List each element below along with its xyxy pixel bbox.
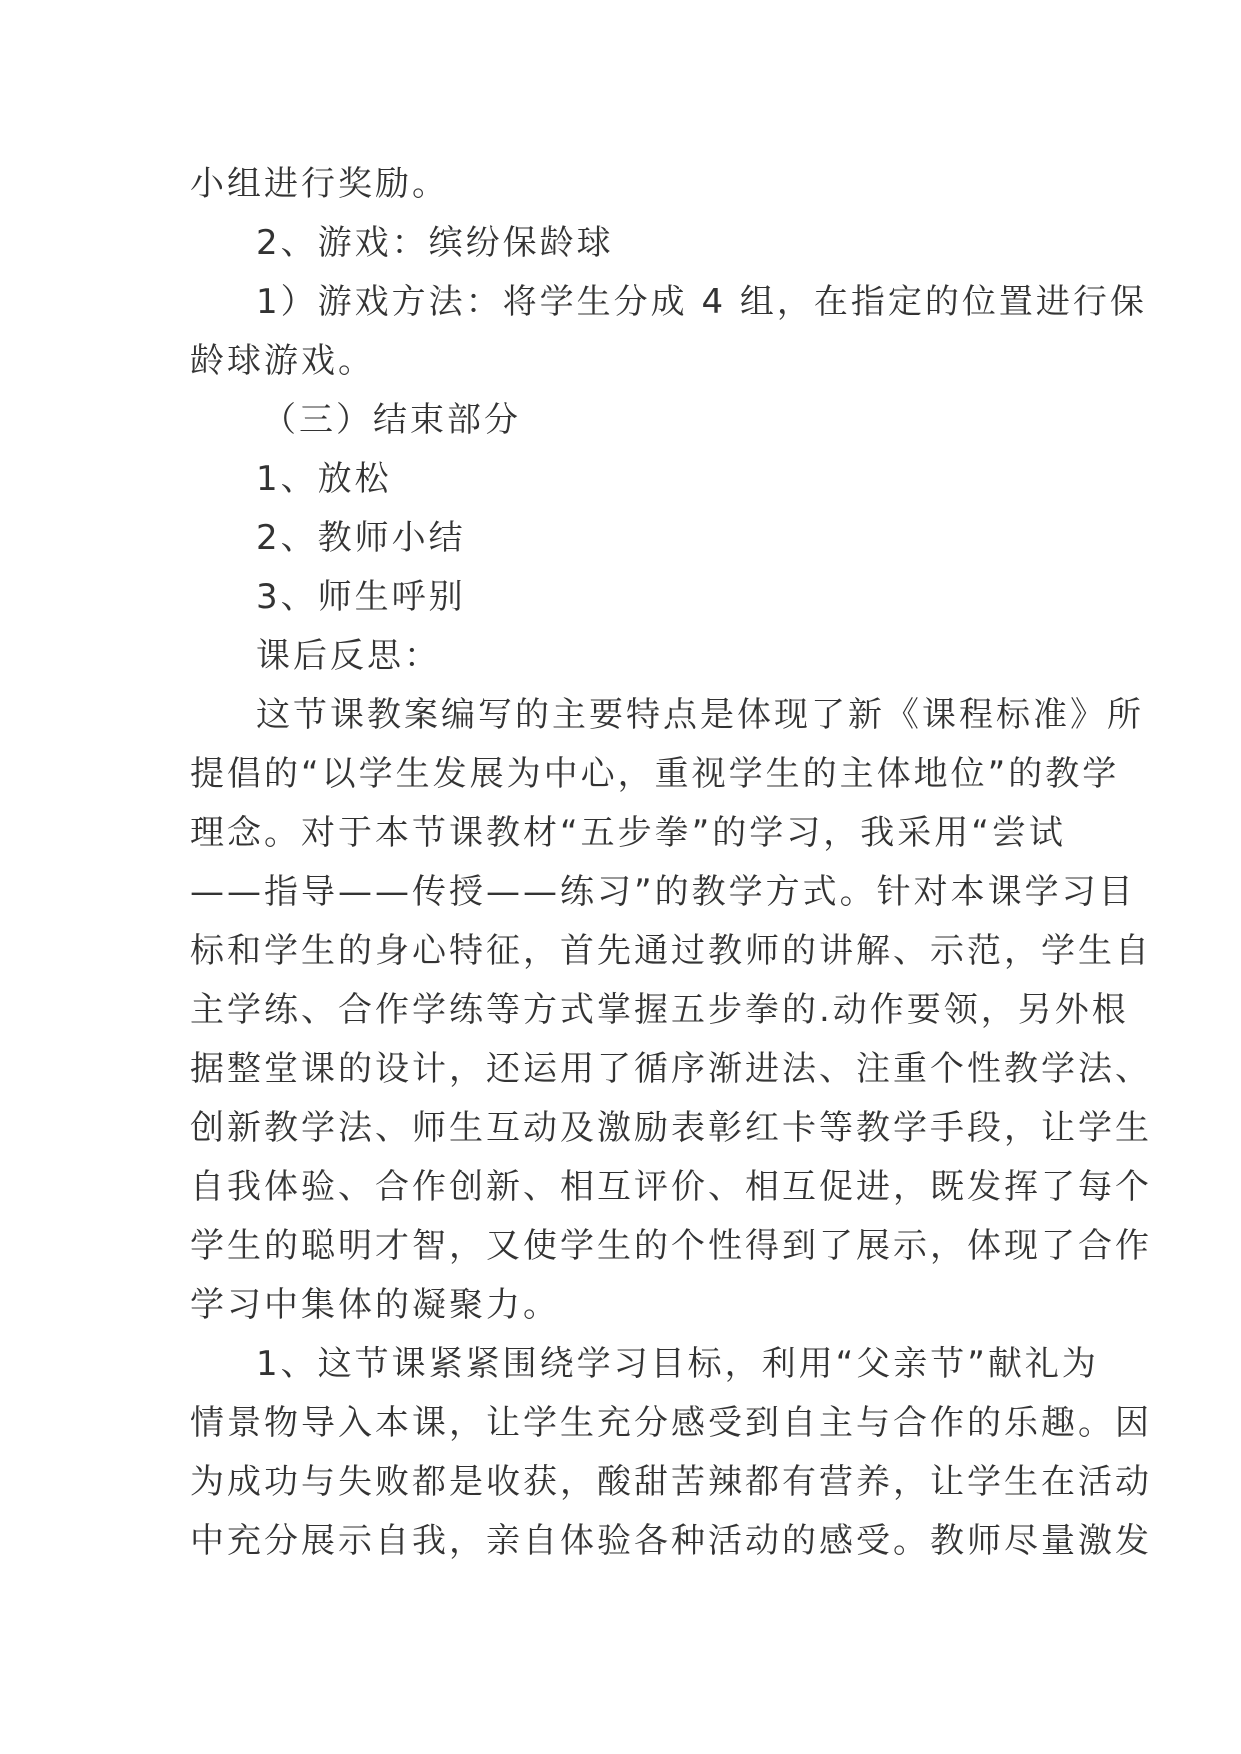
- text-line: 2、教师小结: [256, 518, 466, 558]
- text-line: 1、这节课紧紧围绕学习目标，利用“父亲节”献礼为: [256, 1344, 1099, 1384]
- text-line: 创新教学法、师生互动及激励表彰红卡等教学手段，让学生: [190, 1108, 1152, 1148]
- text-line: 主学练、合作学练等方式掌握五步拳的.动作要领，另外根: [190, 990, 1129, 1030]
- text-line: 提倡的“以学生发展为中心，重视学生的主体地位”的教学: [190, 754, 1120, 794]
- section-heading: 课后反思：: [256, 636, 441, 676]
- text-line: 1）游戏方法：将学生分成 4 组，在指定的位置进行保: [256, 282, 1147, 322]
- text-line: 小组进行奖励。: [190, 164, 449, 204]
- text-line: ——指导——传授——练习”的教学方式。针对本课学习目: [190, 872, 1136, 912]
- text-line: 3、师生呼别: [256, 577, 466, 617]
- text-line: 学习中集体的凝聚力。: [190, 1285, 560, 1325]
- text-line: 标和学生的身心特征，首先通过教师的讲解、示范，学生自: [190, 931, 1152, 971]
- text-line: 情景物导入本课，让学生充分感受到自主与合作的乐趣。因: [190, 1403, 1152, 1443]
- text-line: 2、游戏：缤纷保龄球: [256, 223, 614, 263]
- text-line: 自我体验、合作创新、相互评价、相互促进，既发挥了每个: [190, 1167, 1152, 1207]
- section-heading: （三）结束部分: [262, 400, 521, 440]
- text-line: 据整堂课的设计，还运用了循序渐进法、注重个性教学法、: [190, 1049, 1152, 1089]
- text-line: 为成功与失败都是收获，酸甜苦辣都有营养，让学生在活动: [190, 1462, 1152, 1502]
- text-line: 学生的聪明才智，又使学生的个性得到了展示，体现了合作: [190, 1226, 1152, 1266]
- text-line: 这节课教案编写的主要特点是体现了新《课程标准》所: [256, 695, 1144, 735]
- text-line: 1、放松: [256, 459, 392, 499]
- text-line: 理念。对于本节课教材“五步拳”的学习，我采用“尝试: [190, 813, 1066, 853]
- text-line: 龄球游戏。: [190, 341, 375, 381]
- text-line: 中充分展示自我，亲自体验各种活动的感受。教师尽量激发: [190, 1521, 1152, 1561]
